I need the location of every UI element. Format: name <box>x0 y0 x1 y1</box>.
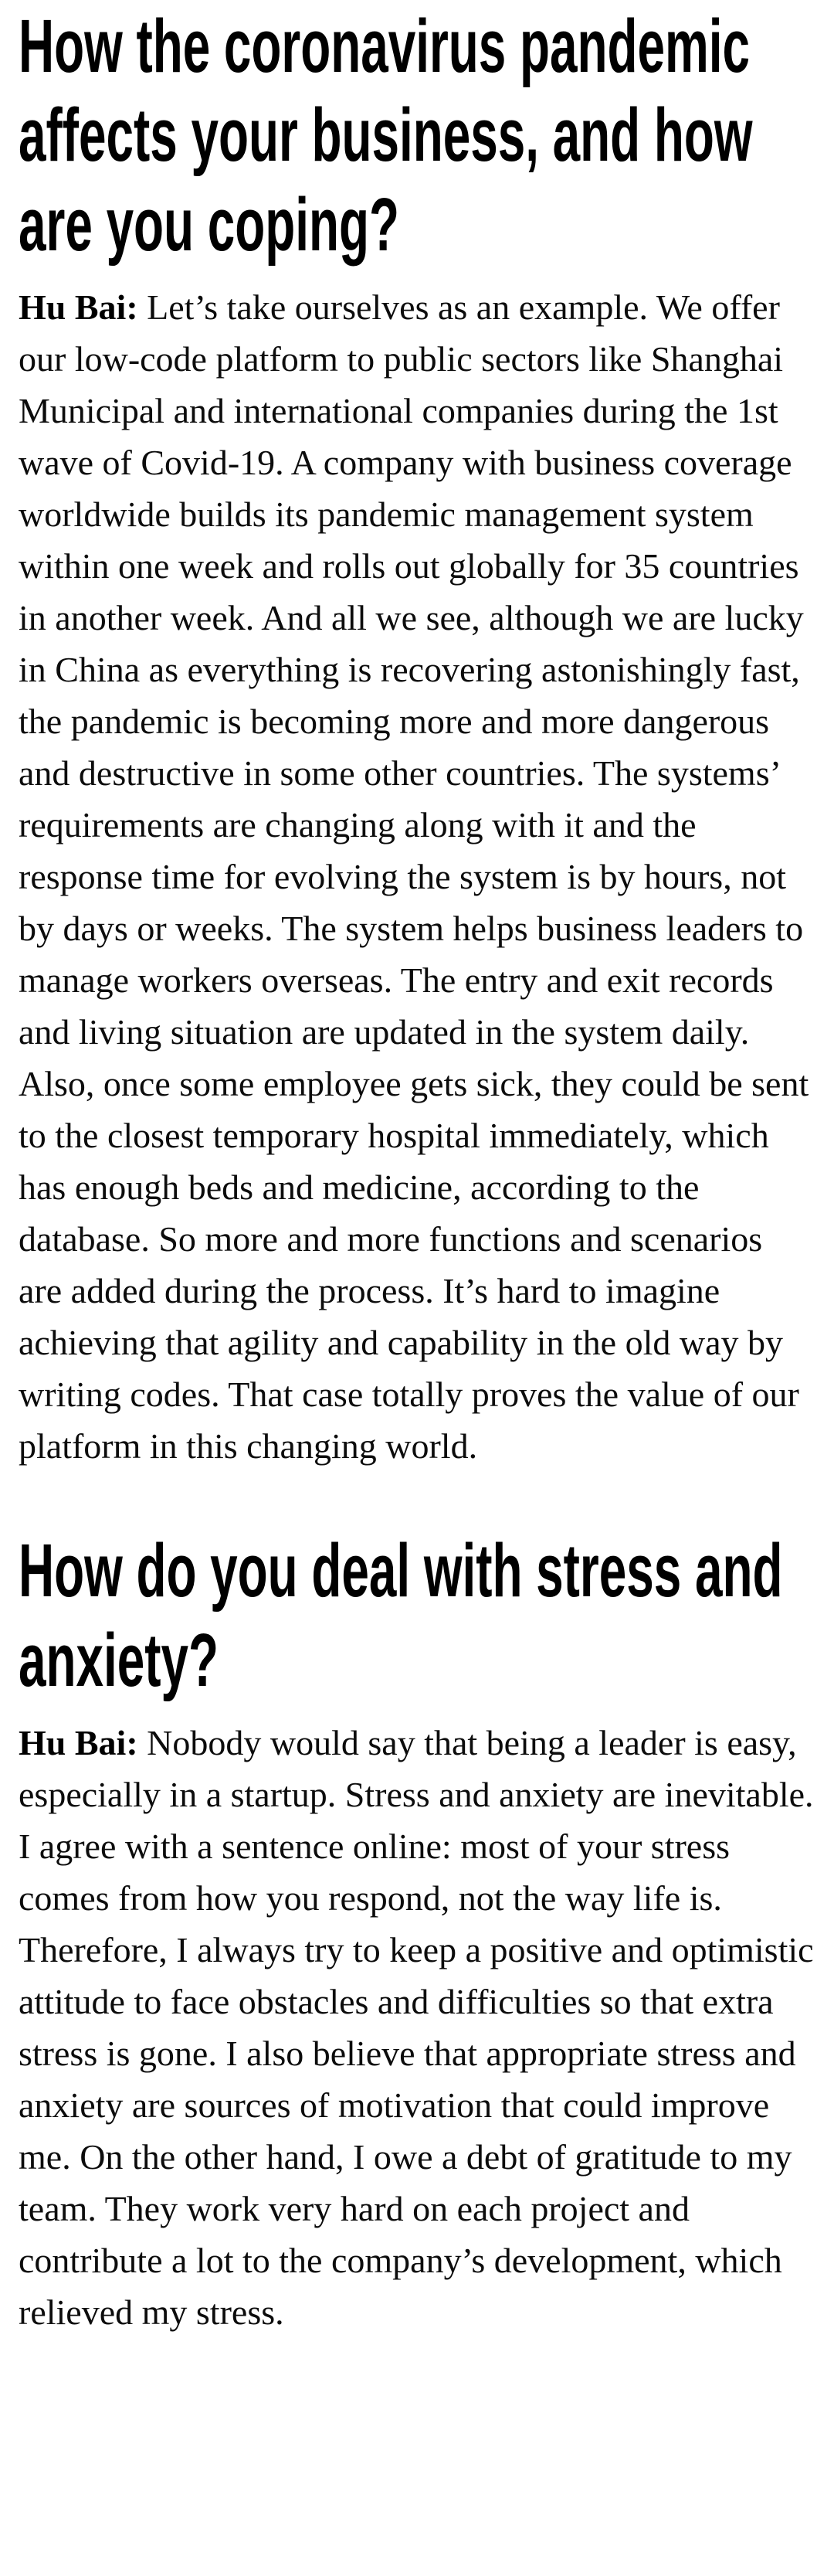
question-heading-text: How the coronavirus pandemic affects your business, and how are you coping? <box>19 4 753 267</box>
question-heading <box>19 1526 814 1704</box>
answer-paragraph <box>19 281 814 1472</box>
answer-text: Nobody would say that being a leader is easy, especially in a startup. Stress and anxiety are inevitable. I agree with a sentence online: most of your stress comes from how you respond, not the way life is. Therefore, I always try to keep a positive and optimistic attitude to face obstacles and difficulties so that extra stress is gone. I also believe that appropriate stress and anxiety are sources of motivation that could improve me. On the other hand, I owe a debt of gratitude to my team. They work very hard on each project and contribute a lot to the company’s development, which relieved my stress. <box>19 1723 814 2333</box>
qa-section-coronavirus <box>19 2 814 1472</box>
answer-text: Let’s take ourselves as an example. We offer our low-code platform to public sectors like Shanghai Municipal and international companies during the 1st wave of Covid-19. A company with business coverage worldwide builds its pandemic management system within one week and rolls out globally for 35 countries in another week. And all we see, although we are lucky in China as everything is recovering astonishingly fast, the pandemic is becoming more and more dangerous and destructive in some other countries. The systems’ requirements are changing along with it and the response time for evolving the system is by hours, not by days or weeks. The system helps business leaders to manage workers overseas. The entry and exit records and living situation are updated in the system daily. Also, once some employee gets sick, they could be sent to the closest temporary hospital immediately, which has enough beds and medicine, according to the database. So more and more functions and scenarios are added during the process. It’s hard to imagine achieving that agility and capability in the old way by writing codes. That case totally proves the value of our platform in this changing world. <box>19 287 809 1466</box>
answer-paragraph <box>19 1717 814 2338</box>
qa-section-stress <box>19 1526 814 2338</box>
question-heading-text: How do you deal with stress and anxiety? <box>19 1528 783 1702</box>
speaker-name: Hu Bai: <box>19 1723 138 1763</box>
speaker-name: Hu Bai: <box>19 287 138 328</box>
question-heading <box>19 2 814 269</box>
